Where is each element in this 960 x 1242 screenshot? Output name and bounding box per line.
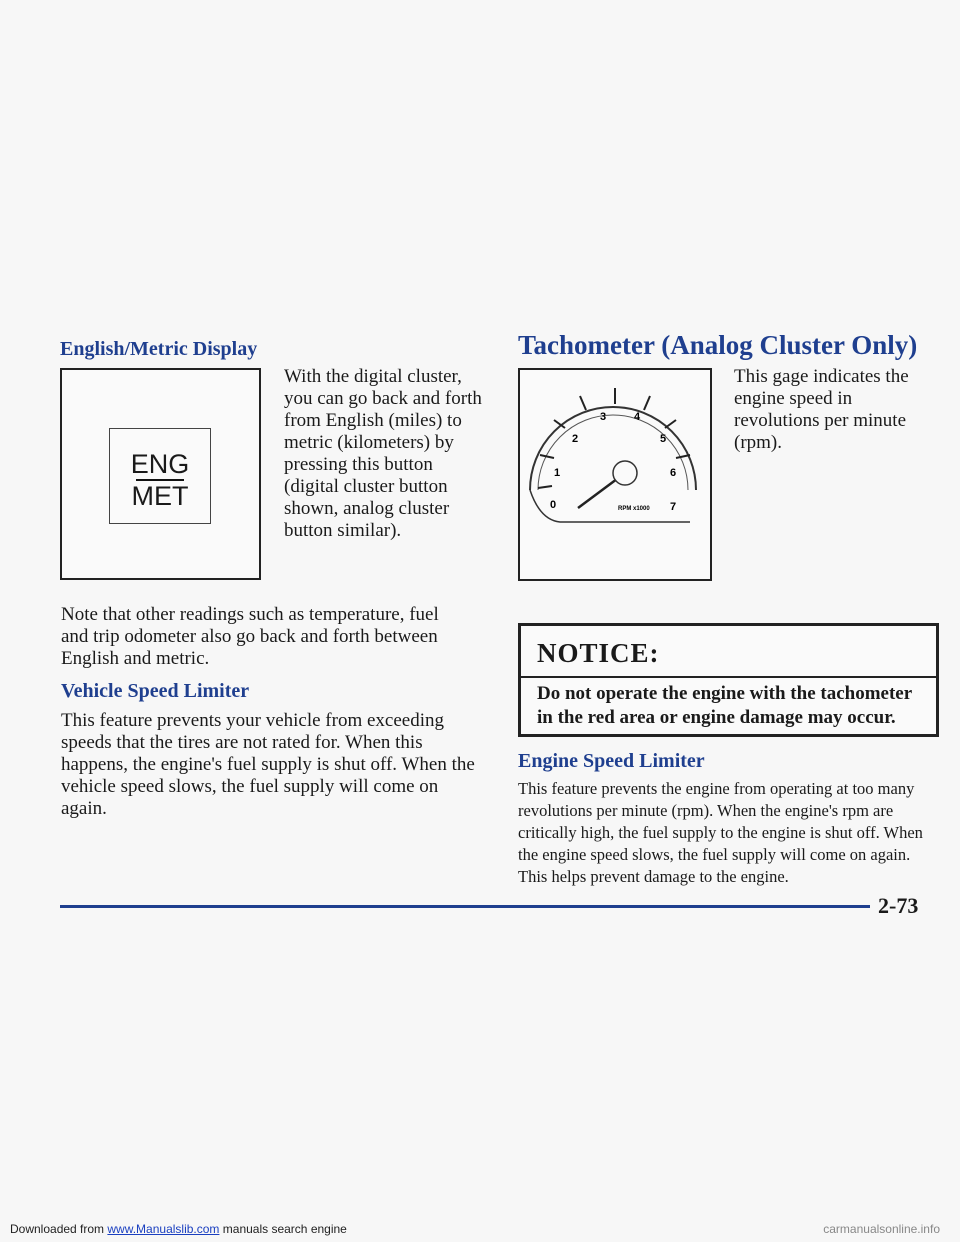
eng-met-button (109, 428, 211, 524)
download-footer (10, 1222, 347, 1236)
gauge-number: 3 (600, 411, 607, 423)
english-metric-heading: English/Metric Display (60, 338, 258, 360)
page-number: 2-73 (878, 893, 919, 918)
footer-suffix: manuals search engine (219, 1222, 347, 1236)
watermark: carmanualsonline.info (823, 1222, 940, 1236)
gauge-number: 5 (660, 433, 667, 445)
eng-label: ENG (130, 449, 190, 479)
tachometer-figure (518, 368, 712, 581)
gauge-number: 7 (670, 501, 677, 513)
gauge-number: 0 (550, 499, 557, 511)
eng-met-button-figure (60, 368, 261, 580)
footer-prefix: Downloaded from (10, 1222, 108, 1236)
notice-title-bar (521, 626, 936, 678)
gauge-number: 4 (634, 411, 641, 423)
tachometer-heading: Tachometer (Analog Cluster Only) (518, 330, 918, 360)
gauge-number: 6 (670, 467, 677, 479)
engine-speed-limiter-heading: Engine Speed Limiter (518, 750, 705, 772)
vehicle-speed-limiter-paragraph: This feature prevents your vehicle from exceeding speeds that the tires are not rated for. When this happens, the engine's fuel supply is shut off. When the vehicle speed slows, the fuel supply will come on again. (61, 710, 475, 819)
notice-title: NOTICE: (537, 638, 660, 668)
note-paragraph: Note that other readings such as temperature, fuel and trip odometer also go back and forth between English and metric. (61, 604, 439, 669)
tachometer-gauge-icon (520, 370, 710, 579)
manualslib-link[interactable]: www.Manualslib.com (107, 1222, 220, 1236)
engine-speed-limiter-paragraph: This feature prevents the engine from operating at too many revolutions per minute (rpm). When the engine's rpm are critically high, the fuel supply to the engine is shut off. When the engine speed slows, the fuel supply will come on again. This helps prevent damage to the engine. (518, 779, 923, 886)
footer-rule (60, 905, 870, 908)
tachometer-description: This gage indicates the engine speed in revolutions per minute (rpm). (734, 366, 909, 453)
met-label: MET (131, 481, 189, 511)
vehicle-speed-limiter-heading: Vehicle Speed Limiter (61, 680, 250, 702)
gauge-number: 1 (554, 467, 561, 479)
notice-text: Do not operate the engine with the tachometer in the red area or engine damage may occur. (537, 683, 912, 728)
notice-box (518, 623, 939, 737)
gauge-label: RPM x1000 (618, 506, 650, 512)
eng-met-description: With the digital cluster, you can go back and forth from English (miles) to metric (kilometers) by pressing this button (digital cluster button shown, analog cluster button similar). (284, 366, 482, 541)
gauge-number: 2 (572, 433, 579, 445)
